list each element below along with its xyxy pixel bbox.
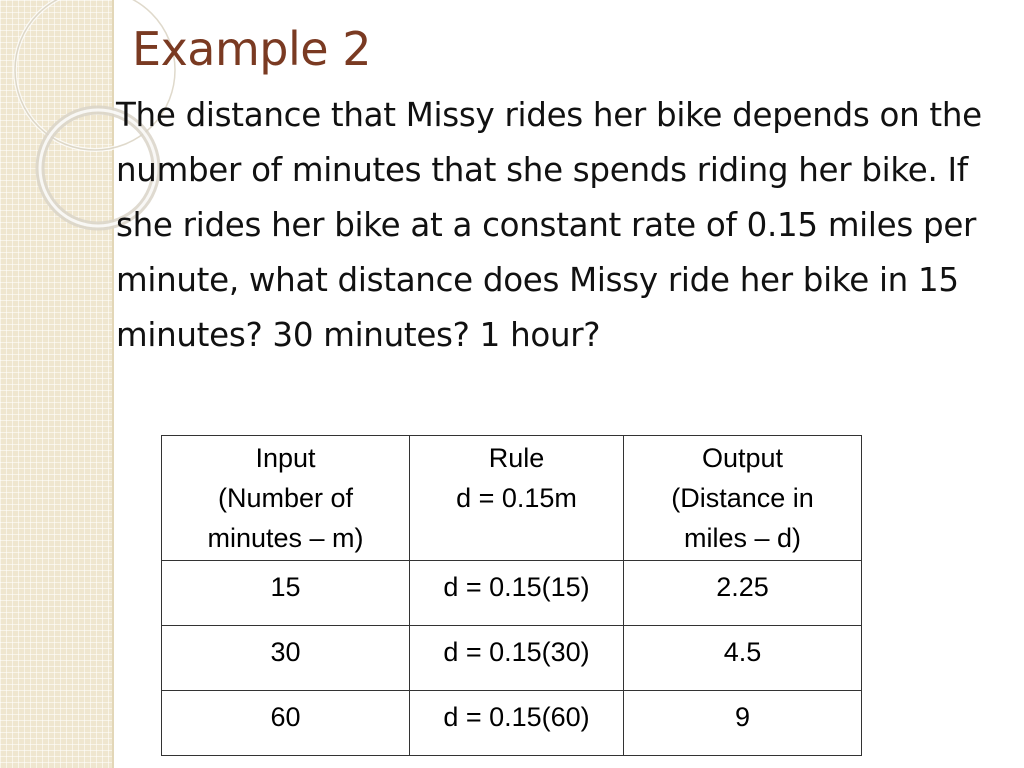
cell-output: 9 xyxy=(624,691,862,756)
header-output-line-3: miles – d) xyxy=(683,523,802,553)
cell-input: 15 xyxy=(162,561,410,626)
header-rule xyxy=(410,436,624,561)
cell-output: 2.25 xyxy=(624,561,862,626)
cell-rule: d = 0.15(30) xyxy=(410,626,624,691)
cell-rule: d = 0.15(60) xyxy=(410,691,624,756)
table-row xyxy=(162,691,862,756)
cell-input: 60 xyxy=(162,691,410,756)
header-input-line-3: minutes – m) xyxy=(207,523,364,553)
header-output-line-2: (Distance in xyxy=(671,483,814,513)
header-rule-line-1: Rule xyxy=(488,443,545,473)
header-input xyxy=(162,436,410,561)
header-output-line-1: Output xyxy=(701,443,784,473)
header-input-line-2: (Number of xyxy=(217,483,354,513)
header-output xyxy=(624,436,862,561)
header-input-line-1: Input xyxy=(255,443,316,473)
slide-title: Example 2 xyxy=(132,22,371,76)
input-output-table xyxy=(161,435,862,756)
cell-rule: d = 0.15(15) xyxy=(410,561,624,626)
table-row xyxy=(162,626,862,691)
problem-statement: The distance that Missy rides her bike depends on the number of minutes that she spends riding her bike. If she rides her bike at a constant rate of 0.15 miles per minute, what distance does Missy ride her bike in 15 minutes? 30 minutes? 1 hour? xyxy=(116,96,982,354)
cell-input: 30 xyxy=(162,626,410,691)
cell-output: 4.5 xyxy=(624,626,862,691)
table-header-row xyxy=(162,436,862,561)
header-rule-line-2: d = 0.15m xyxy=(456,483,577,513)
table-row xyxy=(162,561,862,626)
